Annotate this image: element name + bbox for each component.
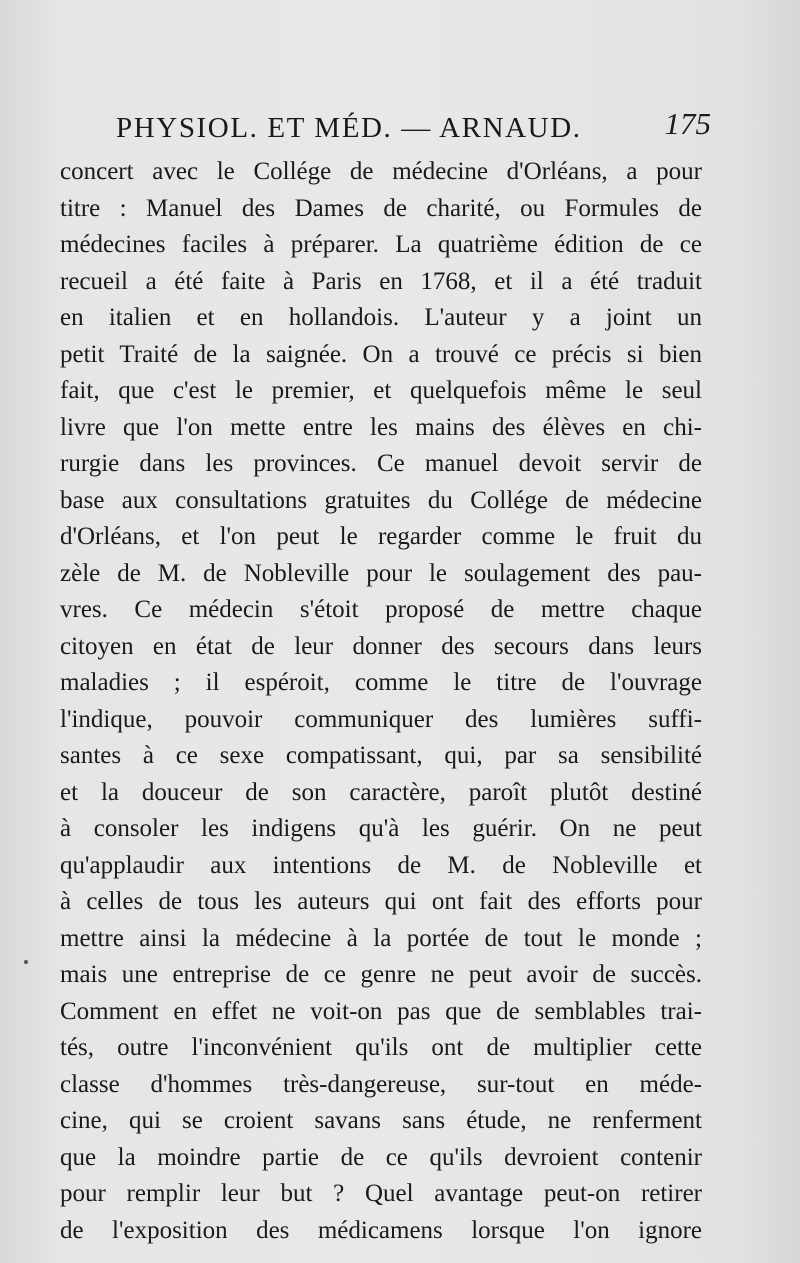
text-line: de l'exposition des médicamens lorsque l'on ignore [60,1216,702,1244]
text-line: classe d'hommes très-dangereuse, sur-tout en méde- [60,1070,702,1098]
text-line: concert avec le Collége de médecine d'Orléans, a pour [60,158,702,185]
text-line: zèle de M. de Nobleville pour le soulagement des pau- [60,559,702,587]
text-line: maladies ; il espéroit, comme le titre de l'ouvrage [60,669,702,696]
text-line: qu'applaudir aux intentions de M. de Nobleville et [60,851,702,879]
text-line: médecines faciles à préparer. La quatrième édition de ce [60,231,702,258]
text-line: que la moindre partie de ce qu'ils devroient contenir [60,1143,702,1171]
text-line: mais une entreprise de ce genre ne peut avoir de succès. [60,961,702,988]
text-line: base aux consultations gratuites du Collége de médecine [60,486,702,514]
text-line: d'Orléans, et l'on peut le regarder comme le fruit du [60,523,702,550]
text-line: et la douceur de son caractère, paroît plutôt destiné [60,778,702,806]
text-line: vres. Ce médecin s'étoit proposé de mettre chaque [60,596,702,623]
text-line: à celles de tous les auteurs qui ont fait des efforts pour [60,888,702,915]
text-line: Comment en effet ne voit-on pas que de semblables trai- [60,997,702,1025]
text-line: titre : Manuel des Dames de charité, ou Formules de [60,194,702,222]
text-line: à consoler les indigens qu'à les guérir. On ne peut [60,815,702,842]
text-line: fait, que c'est le premier, et quelquefois même le seul [60,377,702,404]
text-line: santes à ce sexe compatissant, qui, par sa sensibilité [60,742,702,769]
text-line: tés, outre l'inconvénient qu'ils ont de multiplier cette [60,1034,702,1061]
text-line: recueil a été faite à Paris en 1768, et il a été traduit [60,267,702,295]
running-title: PHYSIOL. ET MÉD. — ARNAUD. [116,112,582,144]
text-line: petit Traité de la saignée. On a trouvé ce précis si bien [60,340,702,368]
running-header [116,106,711,156]
text-line: pour remplir leur but ? Quel avantage peut-on retirer [60,1180,702,1207]
text-line: citoyen en état de leur donner des secours dans leurs [60,632,702,660]
text-line: l'indique, pouvoir communiquer des lumières suffi- [60,705,702,733]
text-line: en italien et en hollandois. L'auteur y a joint un [60,304,702,331]
page-number: 175 [664,106,711,141]
text-line: livre que l'on mette entre les mains des élèves en chi- [60,413,702,441]
text-line: rurgie dans les provinces. Ce manuel devoit servir de [60,450,702,477]
paper-speck [24,960,28,964]
text-line: cine, qui se croient savans sans étude, ne renferment [60,1107,702,1134]
text-line: mettre ainsi la médecine à la portée de tout le monde ; [60,924,702,952]
body-text [60,154,702,1249]
